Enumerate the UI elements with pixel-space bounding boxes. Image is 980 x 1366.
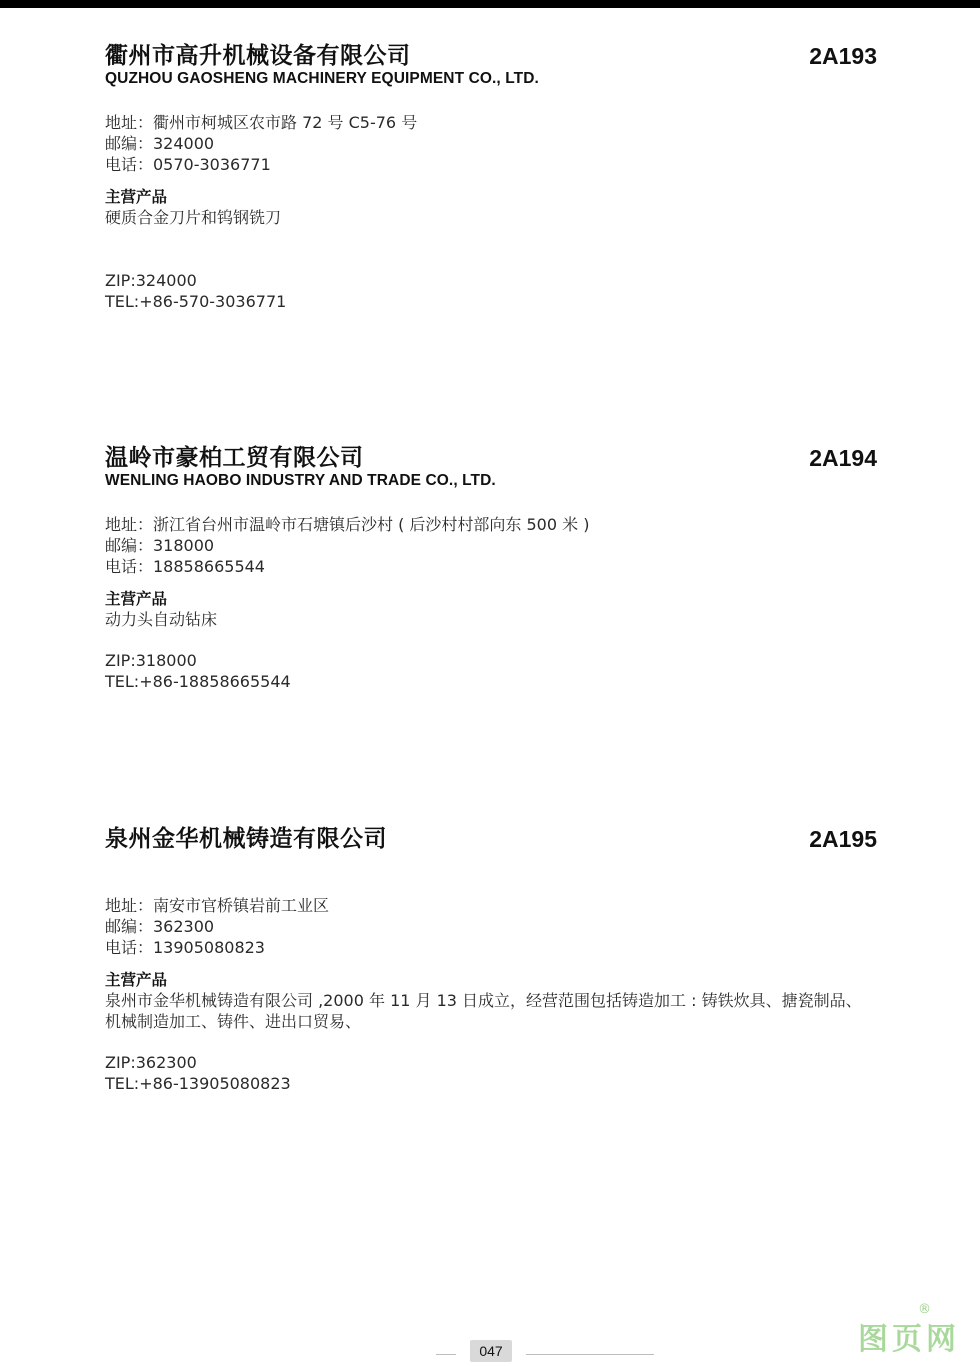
company-name-en: QUZHOU GAOSHENG MACHINERY EQUIPMENT CO., LTD. — [105, 70, 539, 87]
company-name-en: WENLING HAOBO INDUSTRY AND TRADE CO., LTD. — [105, 472, 496, 489]
zip-code: ZIP:324000 — [105, 271, 197, 290]
booth-number: 2A194 — [809, 445, 877, 471]
company-postcode: 邮编：318000 — [105, 536, 215, 555]
products-text: 动力头自动钻床 — [105, 610, 218, 629]
products-text: 泉州市金华机械铸造有限公司 ,2000 年 11 月 13 日成立，经营范围包括铸造加工 : 铸铁炊具、搪瓷制品、机械制造加工、铸件、进出口贸易、 — [105, 991, 862, 1031]
company-postcode: 邮编：362300 — [105, 917, 215, 936]
company-name-cn: 泉州金华机械铸造有限公司 — [105, 826, 387, 852]
tel-number: TEL:+86-570-3036771 — [105, 292, 287, 311]
page-footer — [0, 1336, 980, 1366]
products-heading: 主营产品 — [105, 188, 168, 206]
site-watermark: 图页网 — [858, 1322, 960, 1357]
company-entry-2A193 — [105, 42, 877, 312]
company-postcode: 邮编：324000 — [105, 134, 215, 153]
company-entry-2A194 — [105, 444, 877, 692]
company-phone: 电话：18858665544 — [105, 557, 265, 576]
company-name-cn: 温岭市豪柏工贸有限公司 — [105, 445, 364, 471]
top-black-bar — [0, 0, 980, 8]
footer-rule-right — [526, 1354, 654, 1355]
tel-number: TEL:+86-18858665544 — [105, 672, 291, 691]
products-heading: 主营产品 — [105, 590, 168, 608]
company-entry-2A195 — [105, 825, 877, 1094]
company-address: 地址：南安市官桥镇岩前工业区 — [105, 896, 330, 915]
company-address: 地址：浙江省台州市温岭市石塘镇后沙村 ( 后沙村村部向东 500 米 ) — [105, 515, 590, 534]
company-address: 地址：衢州市柯城区农市路 72 号 C5-76 号 — [105, 113, 418, 132]
registered-mark: ® — [918, 1302, 931, 1317]
zip-code: ZIP:362300 — [105, 1053, 197, 1072]
products-text: 硬质合金刀片和钨钢铣刀 — [105, 208, 282, 227]
page-number: 047 — [470, 1340, 512, 1362]
company-phone: 电话：13905080823 — [105, 938, 265, 957]
booth-number: 2A193 — [809, 43, 877, 69]
zip-code: ZIP:318000 — [105, 651, 197, 670]
products-heading: 主营产品 — [105, 971, 168, 989]
booth-number: 2A195 — [809, 826, 877, 852]
tel-number: TEL:+86-13905080823 — [105, 1074, 291, 1093]
company-phone: 电话：0570-3036771 — [105, 155, 271, 174]
company-name-cn: 衢州市高升机械设备有限公司 — [105, 43, 411, 69]
footer-rule-left — [436, 1354, 456, 1355]
